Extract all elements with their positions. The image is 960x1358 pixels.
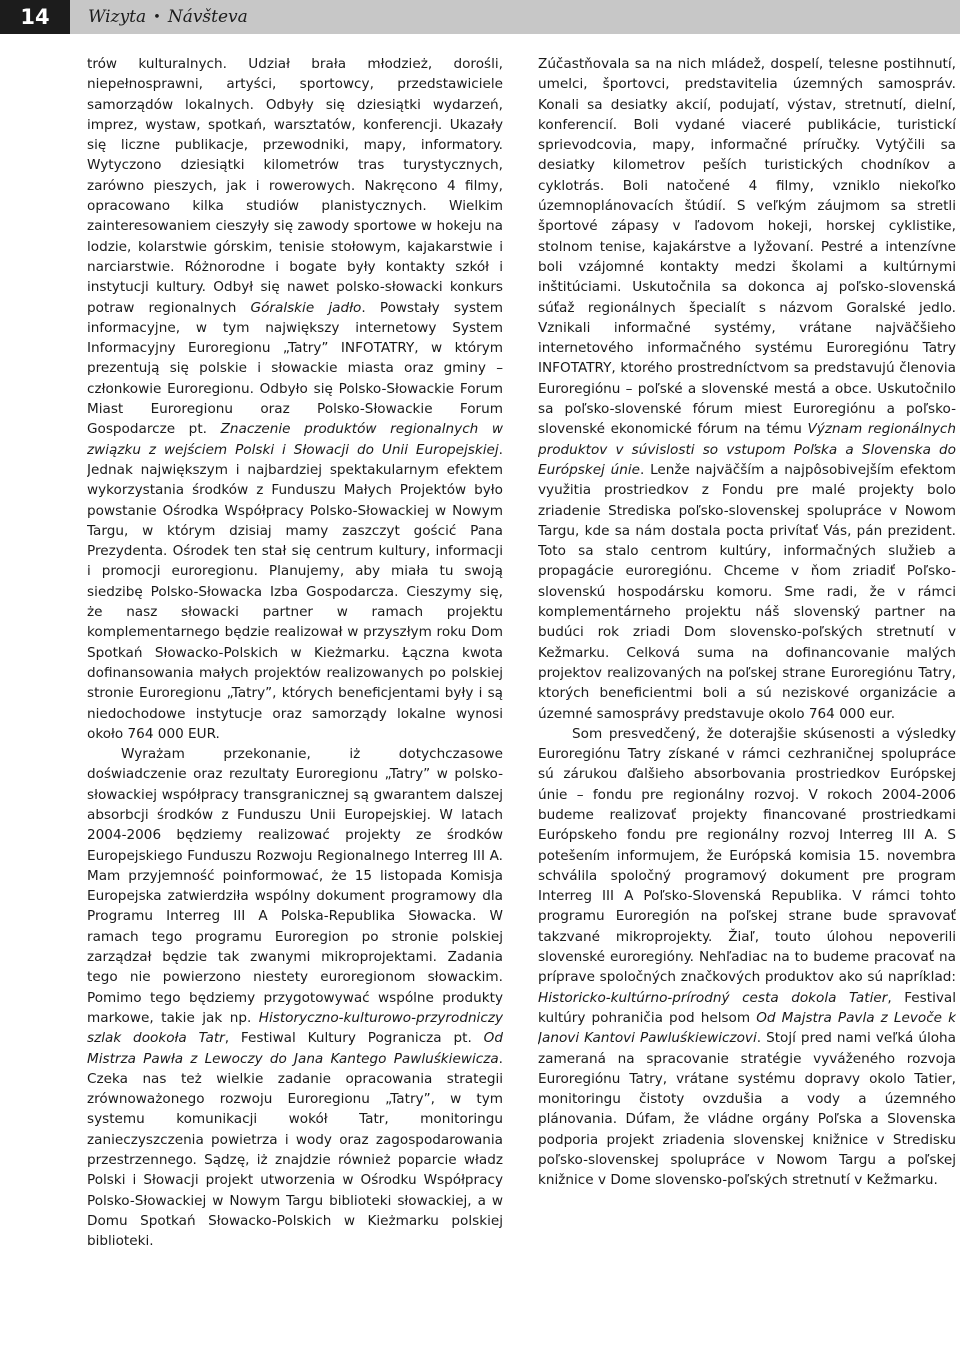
italic-title: Od Majstra Pavla z Levoče k Janovi Kantovi Pawluśkiewiczovi [538,1009,956,1047]
text-run: Zúčastňovala sa na nich mládež, dospelí, telesne postihnutí, umelci, športovci, predstavitelia územných samospráv. Konali sa desiatky akcií, podujatí, výstav, stretnutí, dielní, konferencií. Boli vydané viaceré publikácie, turistickí sprievodcovia, mapy, informačné príručky. Vytýčili sa desiatky kilometrov peších turistických chodníkov a cyklotrás. Boli natočené 4 filmy, vzniklo niekoľko územnoplánovacích štúdií. S veľkým záujmom sa stretli športové zápasy v ľadovom hokeji, horskej cyklistike, stolnom tenise, kajakárstve a lyžovaní. Pestré a intenzívne boli vzájomné kontakty medzi školami a kultúrnymi inštitúciami. Uskutočnila sa dokonca aj poľsko-slovenská súťaž regionálnych špecialít s názvom Goralské jedlo. Vznikali informačné systémy, vrátane najväčšieho internetového informačného systému Euroregiónu Tatry INFOTATRY, ktorého prostredníctvom sa predstavujú členovia Euroregiónu – poľské a slovenské mestá a obce. Uskutočnilo sa poľsko-slovenské fórum miest Euroregiónu a poľsko-slovenské ekonomické fórum na tému [538,56,956,438]
text-run: . Lenže najväčším a najpôsobivejším efektom využitia prostriedkov z Fondu pre malé projekty bolo zriadenie Strediska poľsko-slovenskej spolupráce v Nowom Targu, kde sa nám dostala pocta privítať Vás, pán prezident. Toto sa stalo centrom kultúry, informačných služieb a propagácie euroregiónu. Chceme v ňom zriadiť Poľsko-slovenskú hospodársku komoru. Sme radi, že v rámci komplementárneho projektu náš slovenský partner na budúci rok zriadi Dom slovensko-poľských stretnutí v Kežmarku. Celková suma na dofinancovanie malých projektov realizovaných na poľskej strane Euroregiónu Tatry, ktorých beneficientmi boli a sú neziskové organizácie a územné samosprávy predstavuje okolo 764 000 eur. [538,461,956,722]
text-run: Som presvedčený, že doterajšie skúsenosti a výsledky Euroregiónu Tatry získané v rámci cezhraničnej spolupráce sú zárukou ďalšieho absorbovania prostriedkov Európskej únie – fondu pre regionálny rozvoj. V rokoch 2004-2006 budeme realizovať projekty financované prostriedkami Európskeho fondu pre regionálny rozvoj Interreg III A. S potešením informujem, že Európská komisia 15. novembra schválila spoločný programový dokument pre program Interreg III A Poľsko-Slovenská Republika. V rámci tohto programu Euroregión na poľskej strane bude spravovať takzvané mikroprojekty. Žiaľ, touto úlohou nepoverili slovenské euroregióny. Nehľadiac na to budeme pracovať na príprave spoločných značkových produktov ako sú napríklad: [538,725,956,986]
running-title [70,0,960,34]
running-title-sk: Návšteva [167,7,248,27]
running-title-pl: Wizyta [88,7,147,27]
italic-title: Znaczenie produktów regionalnych w związku z wejściem Polski i Słowacji do Unii Europejskiej [87,421,503,458]
page-number: 14 [0,0,70,34]
italic-title: Historyczno-kulturowo-przyrodniczy szlak dookoła Tatr [87,1009,503,1047]
polish-paragraph-1 [87,54,503,744]
slovak-column [538,54,956,1346]
italic-title: Góralskie jadło [250,299,362,316]
text-run: trów kulturalnych. Udział brała młodzież, dorośli, niepełnosprawni, artyści, sportowcy, przedstawiciele samorządów lokalnych. Odbyły się dziesiątki wydarzeń, imprez, wystaw, spotkań, warsztatów, konferencji. Ukazały się liczne publikacje, przewodniki, mapy, informatory. Wytyczono dziesiątki kilometrów tras turystycznych, zarówno pieszych, jak i rowerowych. Nakręcono 4 filmy, opracowano kilka studiów planistycznych. Wielkim zainteresowaniem cieszyły się zawody sportowe w hokeju na lodzie, kolarstwie górskim, tenisie stołowym, kajakarstwie i narciarstwie. Różnorodne i bogate były kontakty szkół i instytucji kultury. Odbył się nawet polsko-słowacki konkurs potraw regionalnych [87,56,503,316]
text-run: . Jednak największym i najbardziej spektakularnym efektem wykorzystania środków z Funduszu Małych Projektów było powstanie Ośrodka Współpracy Polsko-Słowackiej w Nowym Targu, w którym dzisiaj mamy zaszczyt gościć Pana Prezydenta. Ośrodek ten stał się centrum kultury, informacji i promocji euroregionu. Planujemy, aby miała tu swoją siedzibę Polsko-Słowacka Izba Gospodarcza. Cieszymy się, że nasz słowacki partner w ramach projektu komplementarnego będzie realizował w przyszłym roku Dom Spotkań Słowacko-Polskich w Kieżmarku. Łączna kwota dofinansowania małych projektów realizowanych po polskiej stronie Euroregionu „Tatry”, których beneficjentami były i są niedochodowe instytucje oraz samorządy lokalne wynosi około 764 000 EUR. [87,441,503,742]
italic-title: Význam regionálnych produktov v súvislosti so vstupom Poľska a Slovenska do Európskej únie [538,421,956,478]
italic-title: Od Mistrza Pawła z Lewoczy do Jana Kantego Pawluśkiewicza [87,1030,503,1067]
page-header [0,0,960,34]
text-run: . Stojí pred nami veľká úloha zameraná na spracovanie stratégie vyváženého rozvoja Euroregiónu Tatry, vrátane systému dopravy okolo Tatier, monitoringu čistoty ovzdušia a vody a územného plánovania. Dúfam, že vládne orgány Poľska a Slovenska podporia projekt zriadenia slovenskej knižnice v Stredisku poľsko-slovenskej spolupráce v Nowom Targu a poľskej knižnice v Dome slovensko-poľských stretnutí v Kežmarku. [538,1030,956,1189]
text-run: . Powstały system informacyjne, w tym największy internetowy System Informacyjny Euroregionu „Tatry” INFOTATRY, w którym prezentują się polskie i słowackie miasta oraz gminy – członkowie Euroregionu. Odbyło się Polsko-Słowackie Forum Miast Euroregionu oraz Polsko-Słowackie Forum Gospodarcze pt. [87,299,503,438]
text-run: , Festiwal Kultury Pogranicza pt. [224,1030,484,1047]
polish-paragraph-2 [87,744,503,1251]
text-run: , Festival kultúry pohraničia pod helsom [538,989,956,1026]
italic-title: Historicko-kultúrno-prírodný cesta dokola Tatier [538,989,888,1006]
running-title-separator: • [153,9,161,25]
text-run: Wyrażam przekonanie, iż dotychczasowe doświadczenie oraz rezultaty Euroregionu „Tatry” w polsko-słowackiej współpracy transgranicznej są gwarantem dalszej absorbcji środków z Funduszu Unii Europejskiej. W latach 2004-2006 będziemy realizować projekty ze środków Europejskiego Funduszu Rozwoju Regionalnego Interreg III A. Mam przyjemność poinformować, że 15 listopada Komisja Europejska zatwierdziła wspólny dokument programowy dla Programu Interreg III A Polska-Republika Słowacka. W ramach tego programu Euroregion po stronie polskiej zarządzał będzie tak zwanymi mikroprojektami. Zadania tego nie powierzono niestety euroregionom słowackim. Pomimo tego będziemy przygotowywać wspólne produkty markowe, takie jak np. [87,746,503,1026]
slovak-paragraph-2 [538,724,956,1191]
slovak-paragraph-1 [538,54,956,724]
polish-column [87,54,503,1346]
text-run: . Czeka nas też wielkie zadanie opracowania strategii zrównoważonego rozwoju Euroregionu „Tatry”, w tym systemu komunikacji wokół Tatr, monitoringu zanieczyszczenia powietrza i wody oraz zagospodarowania przestrzennego. Sądzę, iż znajdzie również poparcie władz Polski i Słowacji projekt utworzenia w Ośrodku Współpracy Polsko-Słowackiej w Nowym Targu biblioteki słowackiej, a w Domu Spotkań Słowacko-Polskich w Kieżmarku polskiej biblioteki. [87,1050,503,1250]
